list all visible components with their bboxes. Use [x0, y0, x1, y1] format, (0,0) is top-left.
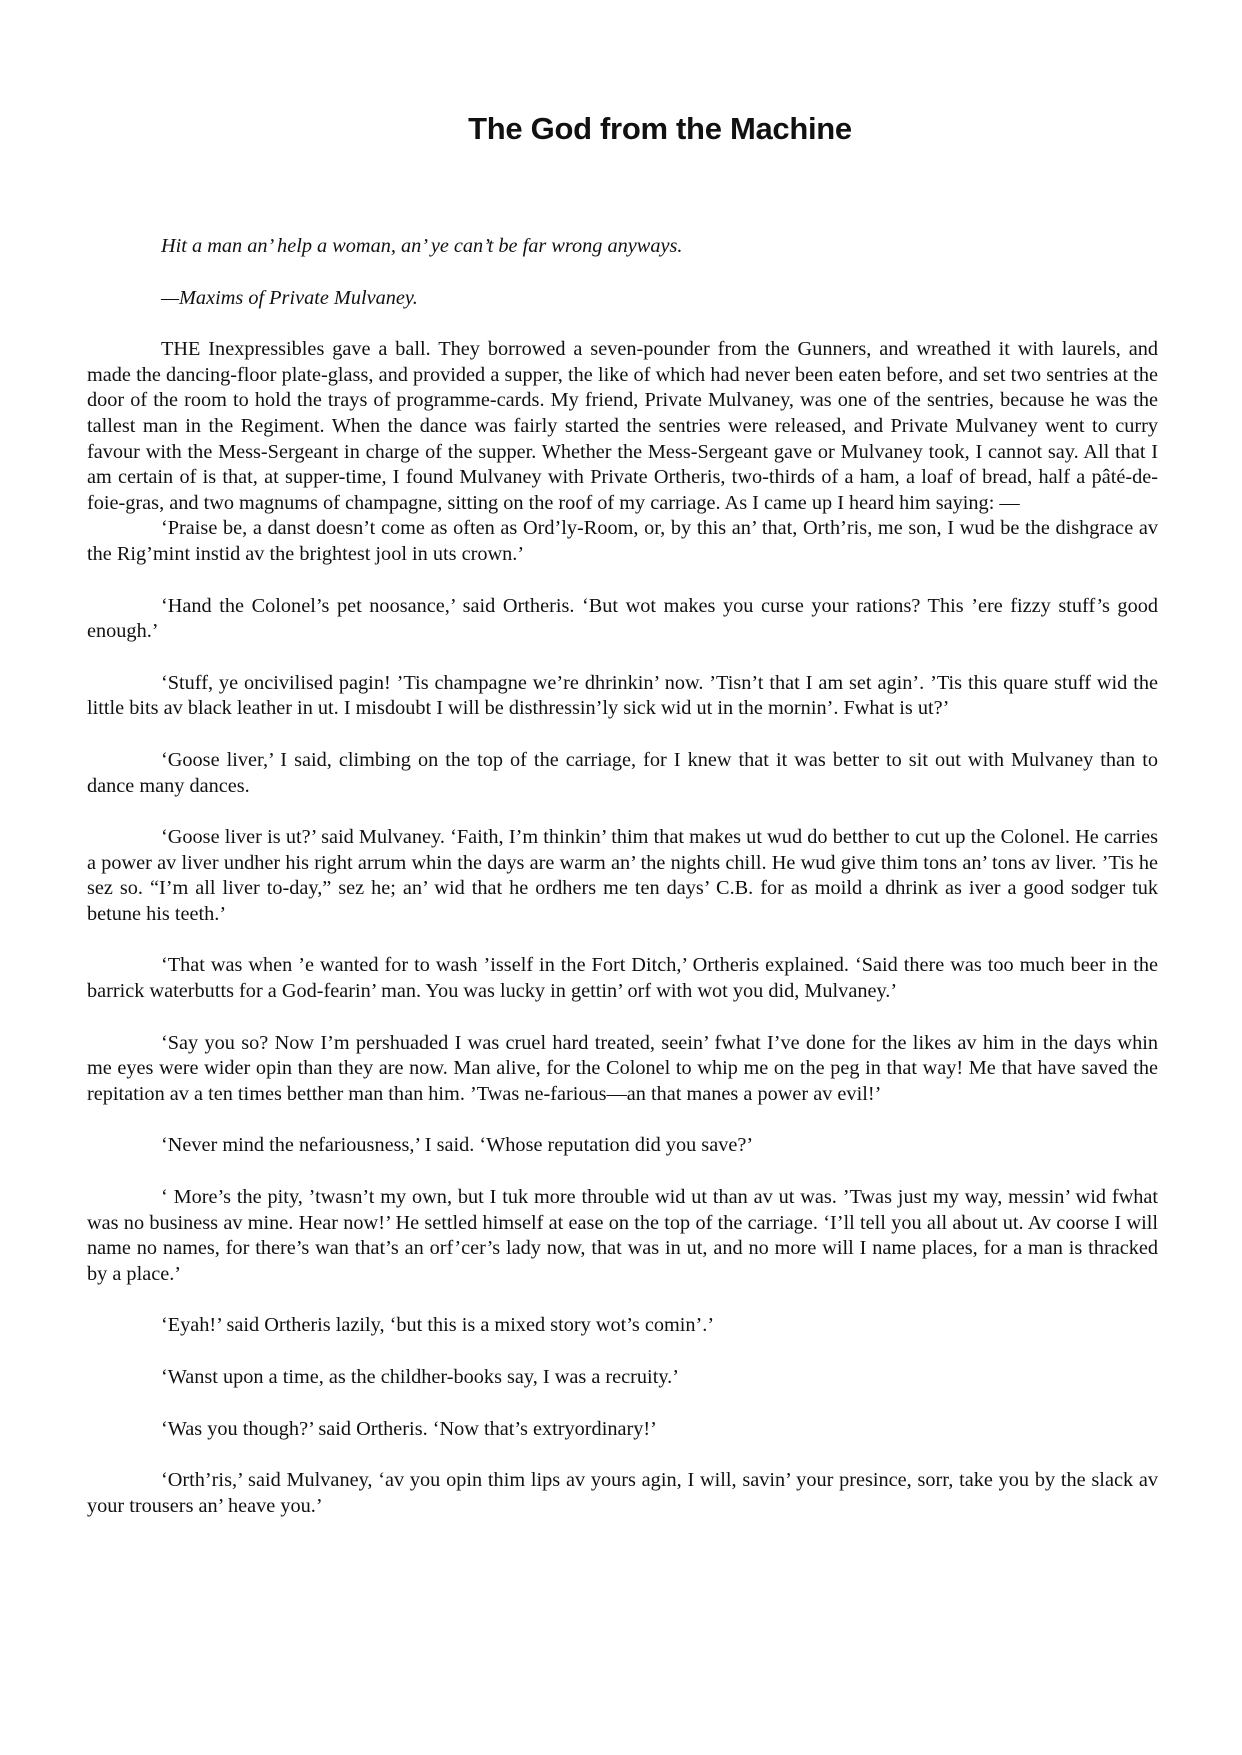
paragraph: ‘Praise be, a danst doesn’t come as often as Ord’ly-Room, or, by this an’ that, Orth’ris, me son, I wud be the dishgrace av the Rig’mint instid av the brightest jool in uts crown.’ [87, 517, 1158, 565]
epigraph-line: —Maxims of Private Mulvaney. [161, 286, 418, 309]
paragraph: ‘Hand the Colonel’s pet noosance,’ said Ortheris. ‘But wot makes you curse your rations? This ’ere fizzy stuff’s good enough.’ [87, 594, 1158, 643]
paragraph: ‘Say you so? Now I’m pershuaded I was cruel hard treated, seein’ fwhat I’ve done for the likes av him in the days whin me eyes were wider opin than they are now. Man alive, for the Colonel to whip me on the peg in that way! Me that have saved the repitation av a ten times betther man than him. ’Twas ne-farious—an that manes a power av evil!’ [87, 1031, 1158, 1105]
paragraph: ‘ More’s the pity, ’twasn’t my own, but I tuk more throuble wid ut than av ut was. ’Twas just my way, messin’ wid fwhat was no business av mine. Hear now!’ He settled himself at ease on the top of the carriage. ‘I’ll tell you all about ut. Av coorse I will name no names, for there’s wan that’s an orf’cer’s lady now, that was in ut, and no more will I name places, for a man is thracked by a place.’ [87, 1186, 1158, 1285]
document-body [87, 234, 1158, 1519]
paragraph: ‘Eyah!’ said Ortheris lazily, ‘but this is a mixed story wot’s comin’.’ [161, 1314, 715, 1337]
paragraph: ‘Never mind the nefariousness,’ I said. ‘Whose reputation did you save?’ [161, 1134, 754, 1157]
paragraph: ‘Stuff, ye oncivilised pagin! ’Tis champagne we’re dhrinkin’ now. ’Tisn’t that I am set agin’. ’Tis this quare stuff wid the little bits av black leather in ut. I misdoubt I will be disthressin’ly sick wid ut in the mornin’. Fwhat is ut?’ [87, 671, 1158, 720]
paragraph: THE Inexpressibles gave a ball. They borrowed a seven-pounder from the Gunners, and wreathed it with laurels, and made the dancing-floor plate-glass, and provided a supper, the like of which had never been eaten before, and set two sentries at the door of the room to hold the trays of programme-cards. My friend, Private Mulvaney, was one of the sentries, because he was the tallest man in the Regiment. When the dance was fairly started the sentries were released, and Private Mulvaney went to curry favour with the Mess-Sergeant in charge of the supper. Whether the Mess-Sergeant gave or Mulvaney took, I cannot say. All that I am certain of is that, at supper-time, I found Mulvaney with Private Ortheris, two-thirds of a ham, a loaf of bread, half a pâté-de-foie-gras, and two magnums of champagne, sitting on the roof of my carriage. As I came up I heard him saying: — [87, 338, 1158, 514]
page-title: The God from the Machine [468, 111, 852, 146]
paragraph: ‘Wanst upon a time, as the childher-books say, I was a recruity.’ [161, 1366, 679, 1388]
paragraph: ‘That was when ’e wanted for to wash ’isself in the Fort Ditch,’ Ortheris explained. ‘Said there was too much beer in the barrick waterbutts for a God-fearin’ man. You was lucky in gettin’ orf with wot you did, Mulvaney.’ [87, 954, 1158, 1003]
paragraph: ‘Goose liver,’ I said, climbing on the top of the carriage, for I knew that it was better to sit out with Mulvaney than to dance many dances. [87, 748, 1158, 797]
paragraph: ‘Was you though?’ said Ortheris. ‘Now that’s extryordinary!’ [161, 1417, 657, 1440]
paragraph: ‘Goose liver is ut?’ said Mulvaney. ‘Faith, I’m thinkin’ thim that makes ut wud do betther to cut up the Colonel. He carries a power av liver undher his right arrum whin the days are warm an’ the nights chill. He wud give thim tons an’ tons av liver. ’Tis he sez so. “I’m all liver to-day,” sez he; an’ wid that he ordhers me ten days’ C.B. for as moild a dhrink as iver a good sodger tuk betune his teeth.’ [87, 826, 1158, 925]
paragraph: ‘Orth’ris,’ said Mulvaney, ‘av you opin thim lips av yours agin, I will, savin’ your presince, sorr, take you by the slack av your trousers an’ heave you.’ [87, 1469, 1158, 1517]
epigraph-line: Hit a man an’ help a woman, an’ ye can’t be far wrong anyways. [161, 235, 683, 257]
